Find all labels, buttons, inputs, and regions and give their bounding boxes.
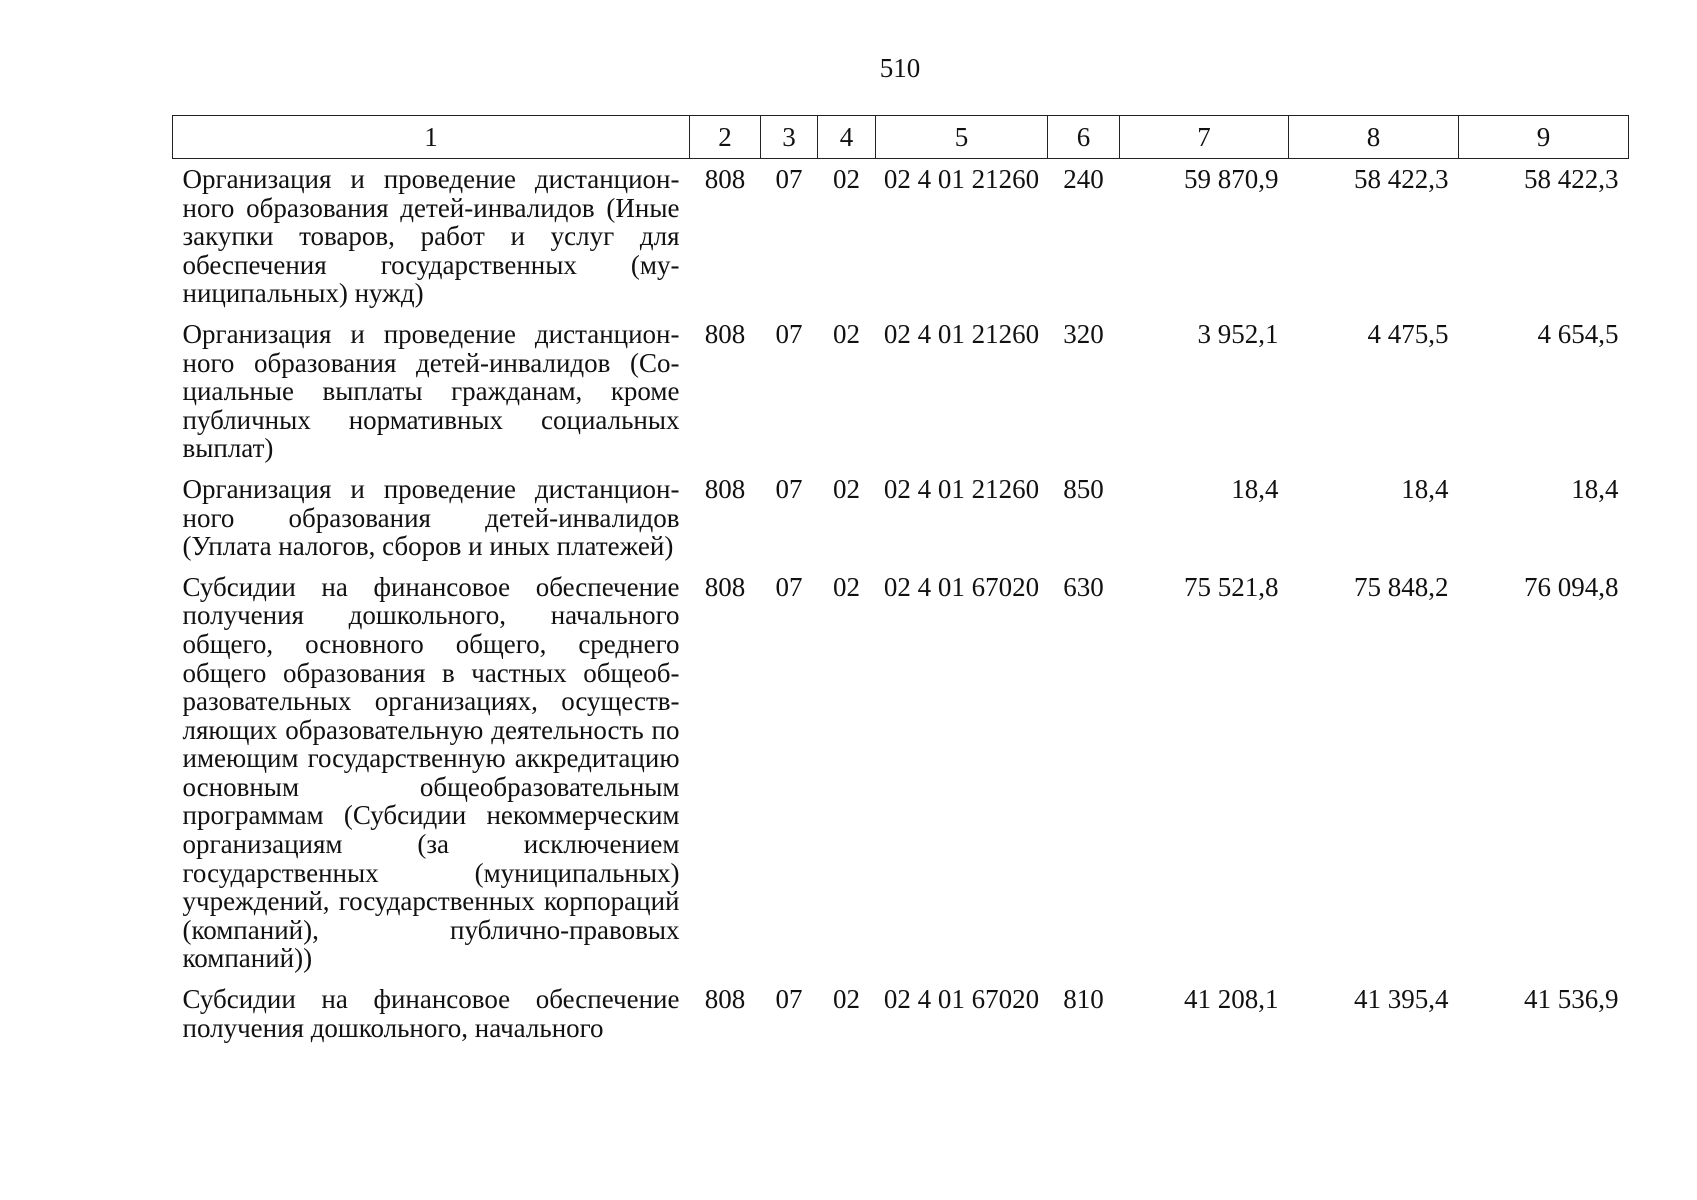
section-code: 07 bbox=[775, 571, 803, 602]
subsection-code: 02 bbox=[833, 473, 860, 504]
expense-type-code: 320 bbox=[1063, 318, 1104, 349]
section-code: 07 bbox=[775, 984, 803, 1015]
amount-year-1: 3 952,1 bbox=[1197, 318, 1279, 349]
column-header: 1 bbox=[173, 116, 690, 159]
table-row bbox=[173, 979, 1629, 1042]
expense-description: Организация и проведение дистанционного образования детей-инвалидов (Социальные выплаты гражданам, кроме публичных нормативных социальных выплат) bbox=[182, 318, 680, 464]
amount-year-3: 4 654,5 bbox=[1537, 318, 1619, 349]
table-row bbox=[173, 159, 1629, 314]
amount-year-1: 75 521,8 bbox=[1184, 571, 1279, 602]
subsection-code: 02 bbox=[833, 164, 860, 194]
section-code: 07 bbox=[775, 473, 803, 504]
grbs-code: 808 bbox=[704, 473, 746, 504]
amount-year-3: 18,4 bbox=[1571, 473, 1619, 504]
target-article-code: 02 4 01 67020 bbox=[883, 571, 1040, 602]
grbs-code: 808 bbox=[704, 164, 746, 194]
expense-description: Организация и проведение дистанционного образования детей-инвалидов (Уплата налогов, сборов и иных платежей) bbox=[182, 473, 680, 562]
expense-type-code: 810 bbox=[1063, 984, 1104, 1015]
table-row bbox=[173, 314, 1629, 469]
expense-description: Субсидии на финансовое обеспечение получения дошкольного, начального общего, основного общего, среднего общего образования в частных общеобразовательных организациях, осуществляющих образовательную деятельность по имеющим государственную аккредитацию основным общеобразовательным программам (Субсидии некоммерческим организациям (за исключением государственных (муниципальных) учреждений, государственных корпораций (компаний), публично-правовых компаний)) bbox=[182, 571, 680, 974]
subsection-code: 02 bbox=[833, 984, 860, 1015]
table-row bbox=[173, 567, 1629, 979]
column-header: 7 bbox=[1120, 116, 1289, 159]
column-header: 4 bbox=[818, 116, 876, 159]
column-header: 5 bbox=[876, 116, 1048, 159]
column-header: 9 bbox=[1459, 116, 1629, 159]
page-number: 510 bbox=[879, 53, 921, 83]
target-article-code: 02 4 01 67020 bbox=[883, 984, 1040, 1015]
grbs-code: 808 bbox=[704, 571, 746, 602]
amount-year-3: 58 422,3 bbox=[1524, 164, 1619, 194]
column-header: 3 bbox=[761, 116, 818, 159]
amount-year-2: 18,4 bbox=[1401, 473, 1449, 504]
amount-year-1: 59 870,9 bbox=[1184, 164, 1279, 194]
target-article-code: 02 4 01 21260 bbox=[883, 164, 1040, 194]
amount-year-2: 41 395,4 bbox=[1354, 984, 1449, 1015]
subsection-code: 02 bbox=[833, 318, 860, 349]
column-number-header-row bbox=[173, 116, 1629, 159]
target-article-code: 02 4 01 21260 bbox=[883, 318, 1040, 349]
section-code: 07 bbox=[775, 318, 803, 349]
expense-description: Субсидии на финансовое обеспечение получения дошкольного, начального bbox=[182, 984, 680, 1043]
amount-year-3: 41 536,9 bbox=[1524, 984, 1619, 1015]
expense-type-code: 630 bbox=[1063, 571, 1104, 602]
budget-table bbox=[172, 115, 1629, 1042]
amount-year-2: 75 848,2 bbox=[1354, 571, 1449, 602]
expense-description: Организация и проведение дистанционного образования детей-инвалидов (Иные закупки товаров, работ и услуг для обеспечения государственных (муниципальных) нужд) bbox=[182, 164, 680, 309]
expense-type-code: 240 bbox=[1063, 164, 1104, 194]
grbs-code: 808 bbox=[704, 318, 746, 349]
column-header: 6 bbox=[1048, 116, 1120, 159]
table-row bbox=[173, 469, 1629, 567]
expense-type-code: 850 bbox=[1063, 473, 1104, 504]
amount-year-1: 18,4 bbox=[1231, 473, 1279, 504]
section-code: 07 bbox=[775, 164, 803, 194]
column-header: 8 bbox=[1289, 116, 1459, 159]
amount-year-2: 4 475,5 bbox=[1367, 318, 1449, 349]
amount-year-3: 76 094,8 bbox=[1524, 571, 1619, 602]
amount-year-1: 41 208,1 bbox=[1184, 984, 1279, 1015]
amount-year-2: 58 422,3 bbox=[1354, 164, 1449, 194]
subsection-code: 02 bbox=[833, 571, 860, 602]
grbs-code: 808 bbox=[704, 984, 746, 1015]
column-header: 2 bbox=[690, 116, 761, 159]
target-article-code: 02 4 01 21260 bbox=[883, 473, 1040, 504]
